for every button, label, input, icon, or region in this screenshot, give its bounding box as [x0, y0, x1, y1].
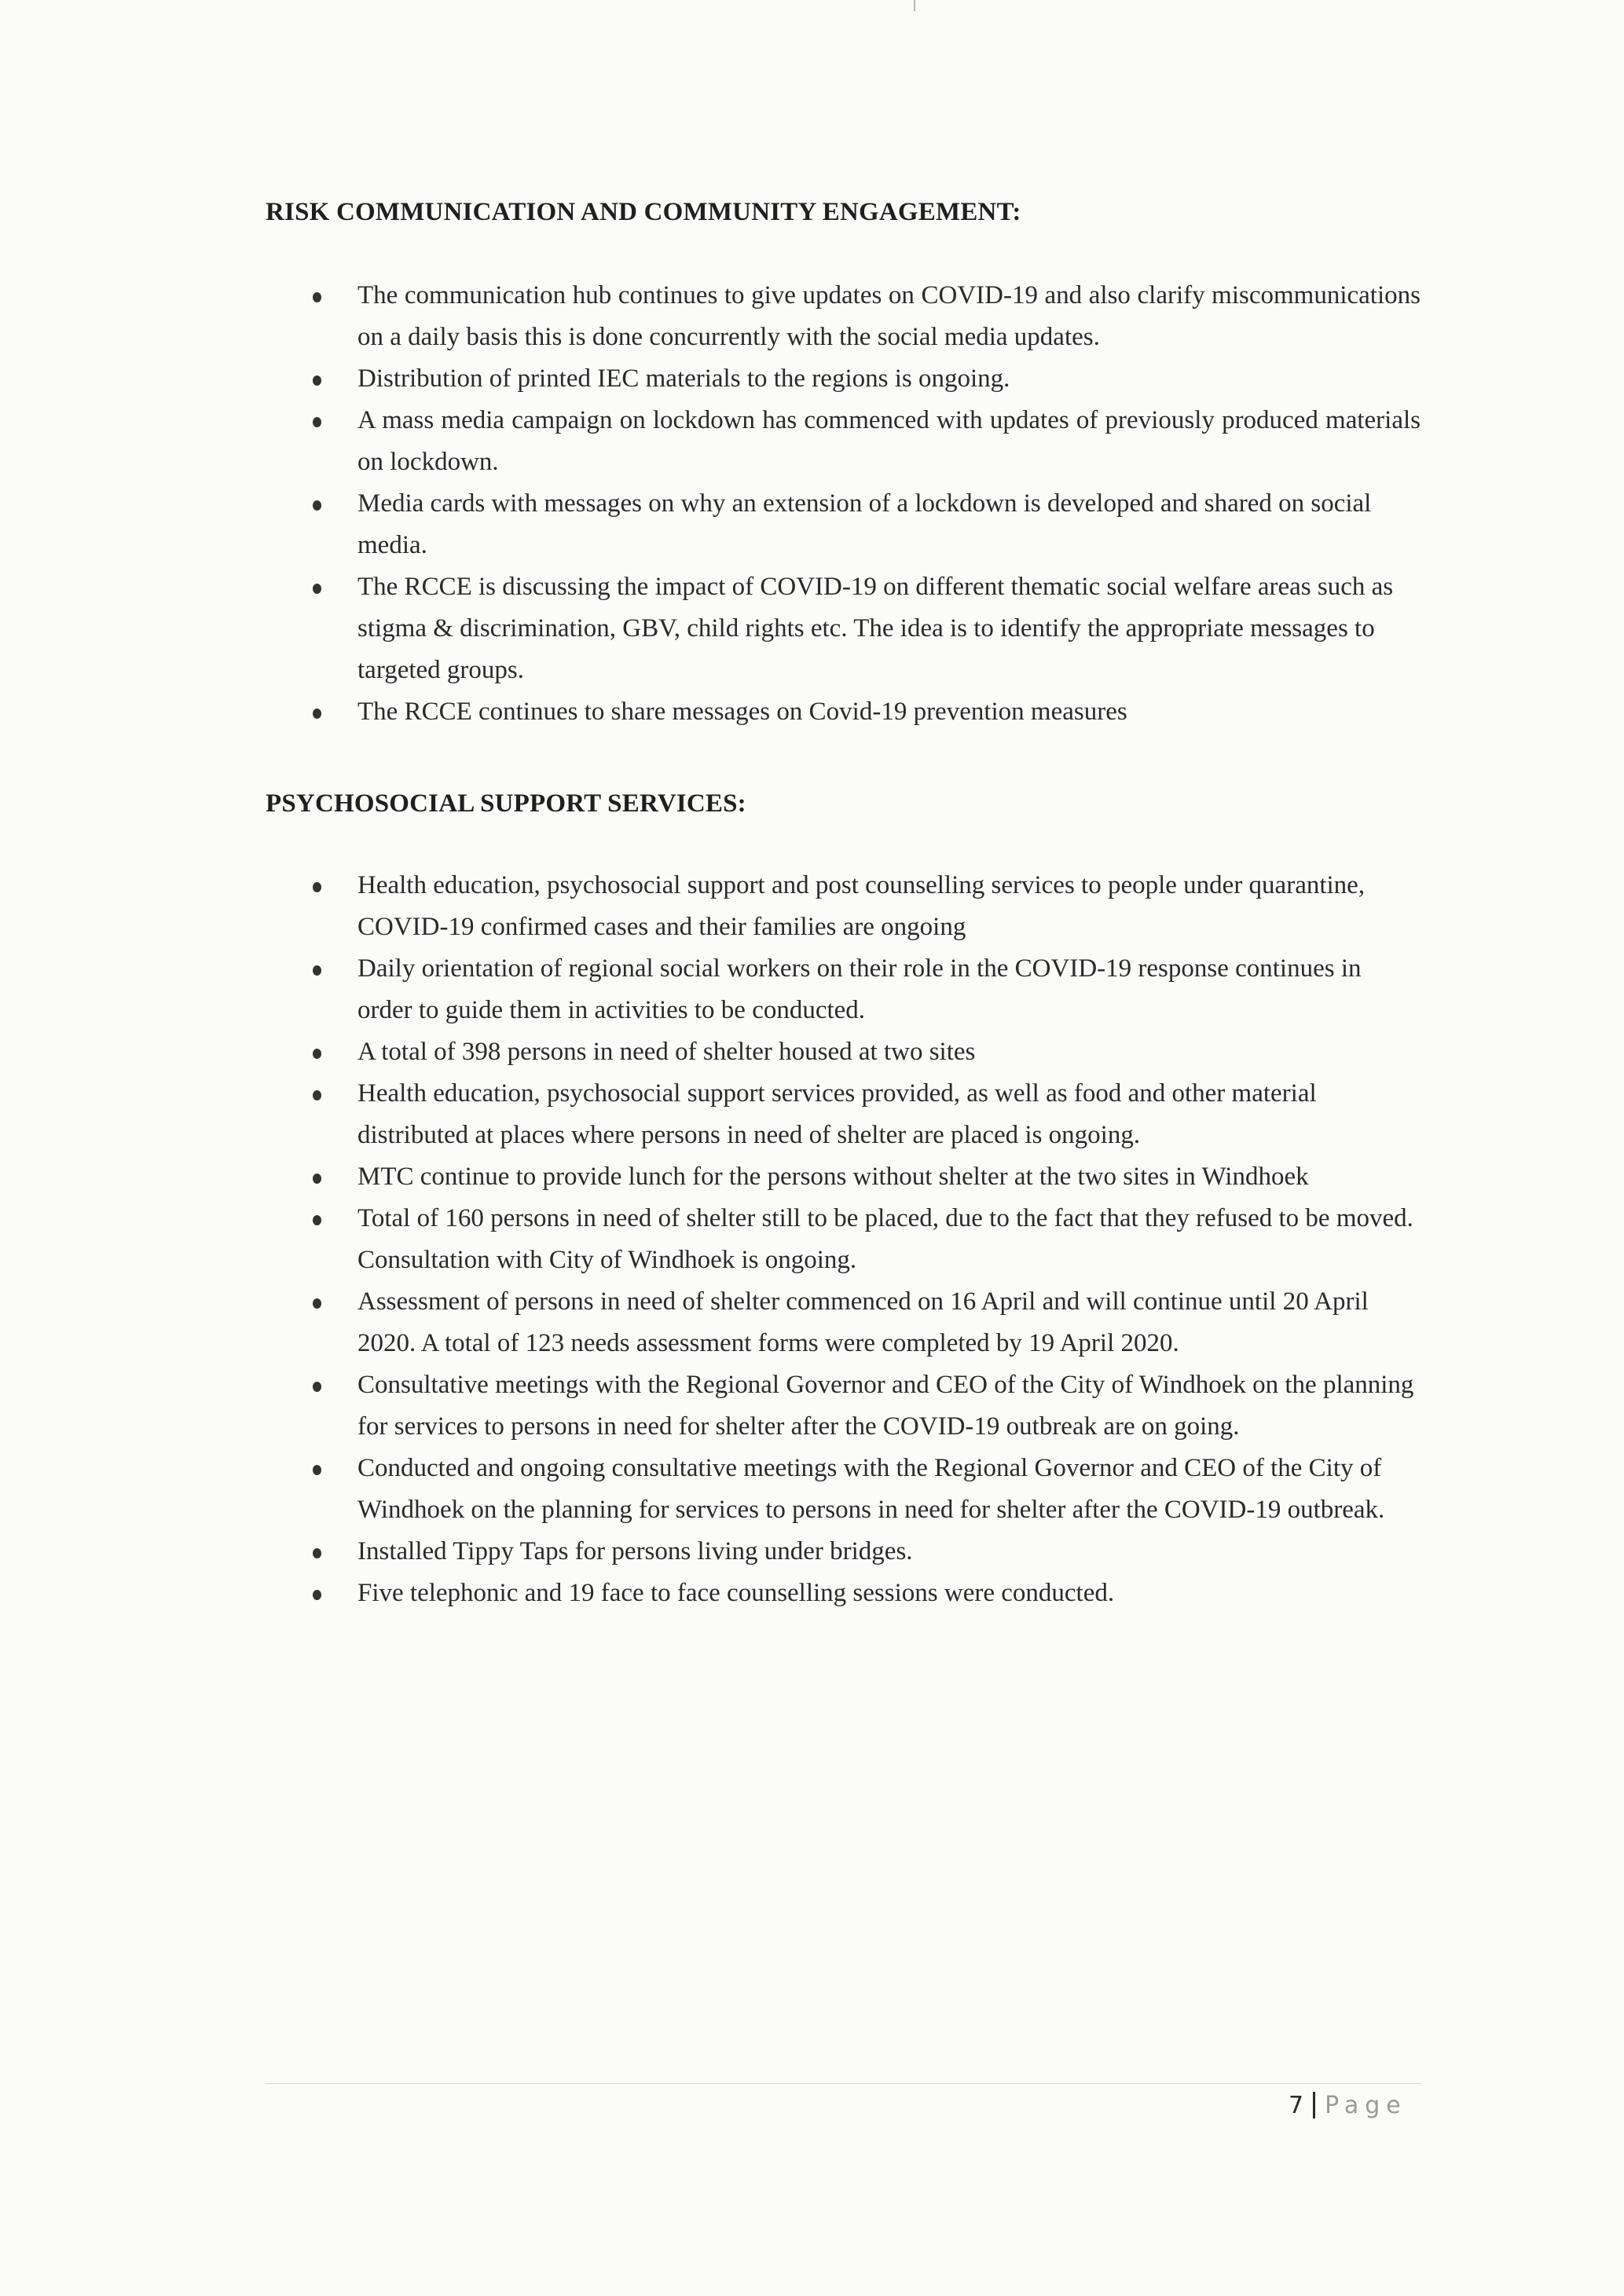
bullet-list [266, 865, 1421, 1614]
bullet-icon [313, 709, 321, 719]
list-item [266, 691, 1421, 733]
list-item-text: MTC continue to provide lunch for the persons without shelter at the two sites in Windhoek [357, 1163, 1309, 1191]
list-item [266, 566, 1421, 691]
bullet-icon [313, 292, 321, 302]
list-item-text: Consultative meetings with the Regional Governor and CEO of the City of Windhoek on the planning for services to persons in need for shelter after the COVID-19 outbreak are on going. [357, 1371, 1414, 1441]
list-item [266, 400, 1421, 483]
list-item [266, 865, 1421, 948]
list-item-text: Health education, psychosocial support services provided, as well as food and other material distributed at places where persons in need of shelter are placed is ongoing. [357, 1079, 1317, 1149]
bullet-icon [313, 1174, 321, 1184]
list-item [266, 1573, 1421, 1614]
list-item [266, 1448, 1421, 1531]
list-item [266, 1073, 1421, 1156]
list-item-text: Five telephonic and 19 face to face counselling sessions were conducted. [357, 1579, 1115, 1607]
bullet-icon [313, 882, 321, 892]
list-item [266, 1198, 1421, 1281]
footer-separator [1313, 2092, 1315, 2118]
list-item-text: Installed Tippy Taps for persons living under bridges. [357, 1537, 913, 1565]
page-number: 7 [1289, 2091, 1304, 2119]
list-item [266, 275, 1421, 358]
list-item-text: Assessment of persons in need of shelter commenced on 16 April and will continue until 20 April 2020. A total of 123 needs assessment forms were completed by 19 April 2020. [357, 1287, 1369, 1357]
bullet-icon [313, 1298, 321, 1309]
section-heading: PSYCHOSOCIAL SUPPORT SERVICES: [266, 789, 746, 818]
list-item-text: A mass media campaign on lockdown has commenced with updates of previously produced materials on lockdown. [357, 406, 1421, 476]
bullet-icon [313, 500, 321, 511]
section-risk-communication [266, 189, 1421, 733]
bullet-icon [313, 584, 321, 594]
page-footer [1289, 2083, 1407, 2127]
scan-mark [914, 0, 915, 11]
list-item-text: Health education, psychosocial support and post counselling services to people under quarantine, COVID-19 confirmed cases and their families are ongoing [357, 871, 1366, 941]
bullet-icon [313, 1590, 321, 1600]
page-content [266, 189, 1421, 1614]
bullet-icon [313, 1090, 321, 1100]
bullet-icon [313, 1382, 321, 1392]
list-item-text: Conducted and ongoing consultative meetings with the Regional Governor and CEO of the City of Windhoek on the planning for services to persons in need for shelter after the COVID-19 outbreak. [357, 1454, 1385, 1524]
page-label: Page [1325, 2091, 1407, 2119]
bullet-icon [313, 1465, 321, 1475]
list-item [266, 1031, 1421, 1073]
list-item-text: Distribution of printed IEC materials to the regions is ongoing. [357, 364, 1010, 393]
list-item [266, 948, 1421, 1031]
list-item [266, 358, 1421, 400]
bullet-icon [313, 417, 321, 427]
list-item-text: Media cards with messages on why an extension of a lockdown is developed and shared on social media. [357, 489, 1372, 559]
list-item-text: A total of 398 persons in need of shelter housed at two sites [357, 1038, 976, 1066]
list-item-text: The communication hub continues to give updates on COVID-19 and also clarify miscommunications on a daily basis this is done concurrently with the social media updates. [357, 281, 1421, 351]
list-item-text: The RCCE is discussing the impact of COVID-19 on different thematic social welfare areas such as stigma & discrimination, GBV, child rights etc. The idea is to identify the appropriate messages to targeted groups. [357, 573, 1394, 684]
list-item-text: The RCCE continues to share messages on Covid-19 prevention measures [357, 698, 1127, 726]
list-item [266, 1364, 1421, 1448]
bullet-icon [313, 1215, 321, 1225]
list-item-text: Total of 160 persons in need of shelter still to be placed, due to the fact that they refused to be moved. Consultation with City of Windhoek is ongoing. [357, 1204, 1413, 1274]
bullet-list [266, 275, 1421, 733]
bullet-icon [313, 1049, 321, 1059]
list-item [266, 1531, 1421, 1573]
section-psychosocial-support [266, 780, 1421, 1614]
bullet-icon [313, 375, 321, 386]
list-item-text: Daily orientation of regional social workers on their role in the COVID-19 response continues in order to guide them in activities to be conducted. [357, 954, 1362, 1024]
list-item [266, 1281, 1421, 1364]
bullet-icon [313, 965, 321, 976]
list-item [266, 483, 1421, 566]
footer-divider [266, 2083, 1422, 2084]
section-heading: RISK COMMUNICATION AND COMMUNITY ENGAGEMENT: [266, 198, 1021, 226]
list-item [266, 1156, 1421, 1198]
bullet-icon [313, 1548, 321, 1558]
